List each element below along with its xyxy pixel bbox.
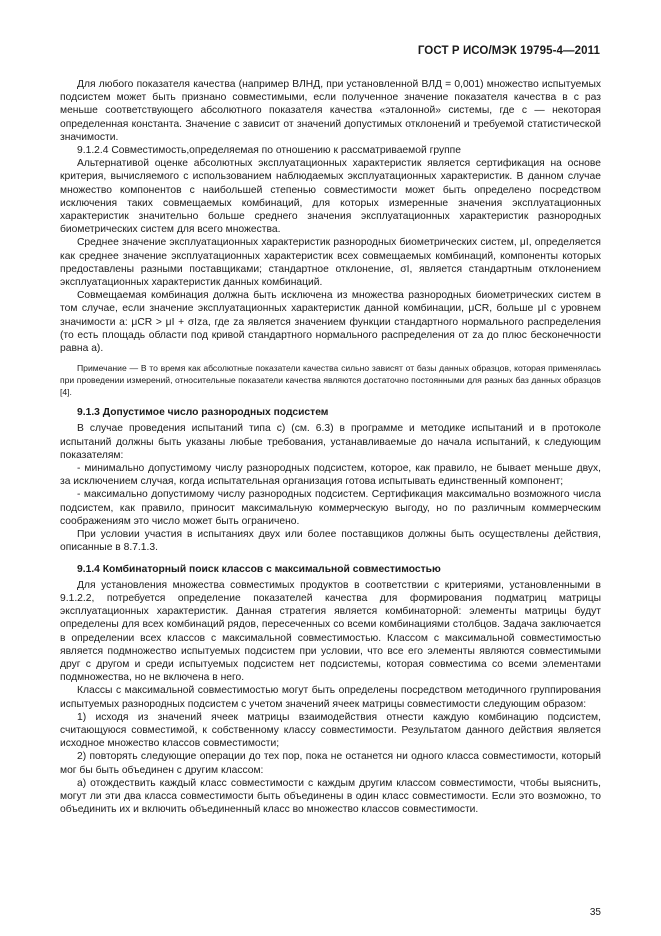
paragraph: В случае проведения испытаний типа c) (см. 6.3) в программе и методике испытаний и в протоколе испытаний должны быть указаны любые требования, устанавливаемые до начала испытаний, к следующим показателям: (60, 423, 601, 461)
section-heading: 9.1.4 Комбинаторный поиск классов с максимальной совместимостью (77, 563, 441, 575)
document-header: ГОСТ Р ИСО/МЭК 19795-4—2011 (417, 45, 600, 57)
paragraph: Среднее значение эксплуатационных характеристик разнородных биометрических систем, μI, определяется как среднее значение эксплуатационных характеристик всех совмещаемых комбинаций, компоненты которых предоставлены разными поставщиками; стандартное отклонение, σI, является стандартным отклонением эксплуатационных характеристик данных комбинаций. (60, 237, 601, 289)
page-number: 35 (589, 907, 601, 918)
list-item: - максимально допустимому числу разнородных подсистем. Сертификация максимально возможного числа подсистем, как правило, приносит максимальную коммерческую выгоду, но по различным коммерческим соображениям это число может быть ограничено. (60, 489, 601, 527)
paragraph: При условии участия в испытаниях двух или более поставщиков должны быть осуществлены действия, описанные в 8.7.1.3. (60, 529, 601, 554)
list-item: 2) повторять следующие операции до тех пор, пока не останется ни одного класса совместимости, который мог бы быть объединен с другим классом: (60, 751, 601, 776)
note: Примечание — В то время как абсолютные показатели качества сильно зависят от базы данных образцов, которая применялась при проведении измерений, относительные показатели качества являются достаточно постоянными для разных баз данных образцов [4]. (60, 363, 601, 398)
list-item: 1) исходя из значений ячеек матрицы взаимодействия отнести каждую комбинацию подсистем, считающуюся совместимой, к собственному классу совместимости. Результатом данного действия является исходное множество классов совместимости; (60, 711, 601, 750)
paragraph: Для установления множества совместимых продуктов в соответствии с критериями, установленными в 9.1.2.2, потребуется определение показателей качества для формирования подматриц матрицы эксплуатационных характеристик. Данная стратегия является комбинаторной: элементы матрицы будут определены для всех комбинаций рядов, пересеченных со всеми комбинациями столбцов. Задача заключается в определении всех классов с максимальной совместимостью. Классом с максимальной совместимостью является подмножество испытуемых подсистем при условии, что все его элементы являются совместимыми друг с другом и среди испытуемых подсистем нет подсистемы, которая совместима со всеми элементами подмножества, но не включена в него. (60, 579, 601, 684)
document-body (60, 78, 601, 816)
paragraph: Альтернативой оценке абсолютных эксплуатационных характеристик является сертификация на основе критерия, вычисляемого с использованием наблюдаемых эксплуатационных характеристик. В данном случае множество компонентов с наибольшей степенью совместимости может быть определено посредством исключения таких совмещаемых комбинаций, для которых измеренные значения эксплуатационных характеристик значительно больше среднего значения эксплуатационных характеристик разнородных биометрических систем для всего множества. (60, 158, 601, 236)
subsection-title: 9.1.2.4 Совместимость,определяемая по отношению к рассматриваемой группе (77, 145, 461, 157)
list-item: а) отождествить каждый класс совместимости с каждым другим классом совместимости, чтобы выяснить, могут ли эти два класса совместимости быть объединены в один класс совместимости. Если это возможно, то объединить их и включить объединенный класс во множество классов совместимости. (60, 777, 601, 816)
paragraph: Совмещаемая комбинация должна быть исключена из множества разнородных биометрических систем в том случае, если значение эксплуатационных характеристик данной комбинации, μCR, больше μI с уровнем значимости a: μCR > μI + σIza, где za является значением функции стандартного нормального распределения (то есть площадь области под кривой стандартного нормального распределения от za до плюс бесконечности равна a). (60, 290, 601, 355)
paragraph: Классы с максимальной совместимостью могут быть определены посредством методичного группирования испытуемых разнородных подсистем с учетом значений ячеек матрицы совместимости следующим образом: (60, 685, 601, 710)
list-item: - минимально допустимому числу разнородных подсистем, которое, как правило, не бывает меньше двух, за исключением случая, когда испытательная организация готова испытывать единственный компонент; (60, 463, 601, 488)
section-heading: 9.1.3 Допустимое число разнородных подсистем (77, 407, 329, 419)
paragraph: Для любого показателя качества (например ВЛНД, при установленной ВЛД = 0,001) множество испытуемых подсистем может быть признано совместимыми, если полученное значение показателя качества в c раз меньше соответствующего абсолютного показателя качества «эталонной» системы, где c — некоторая определенная константа. Значение c зависит от значений допустимых отклонений и требуемой статистической значимости. (60, 79, 601, 143)
